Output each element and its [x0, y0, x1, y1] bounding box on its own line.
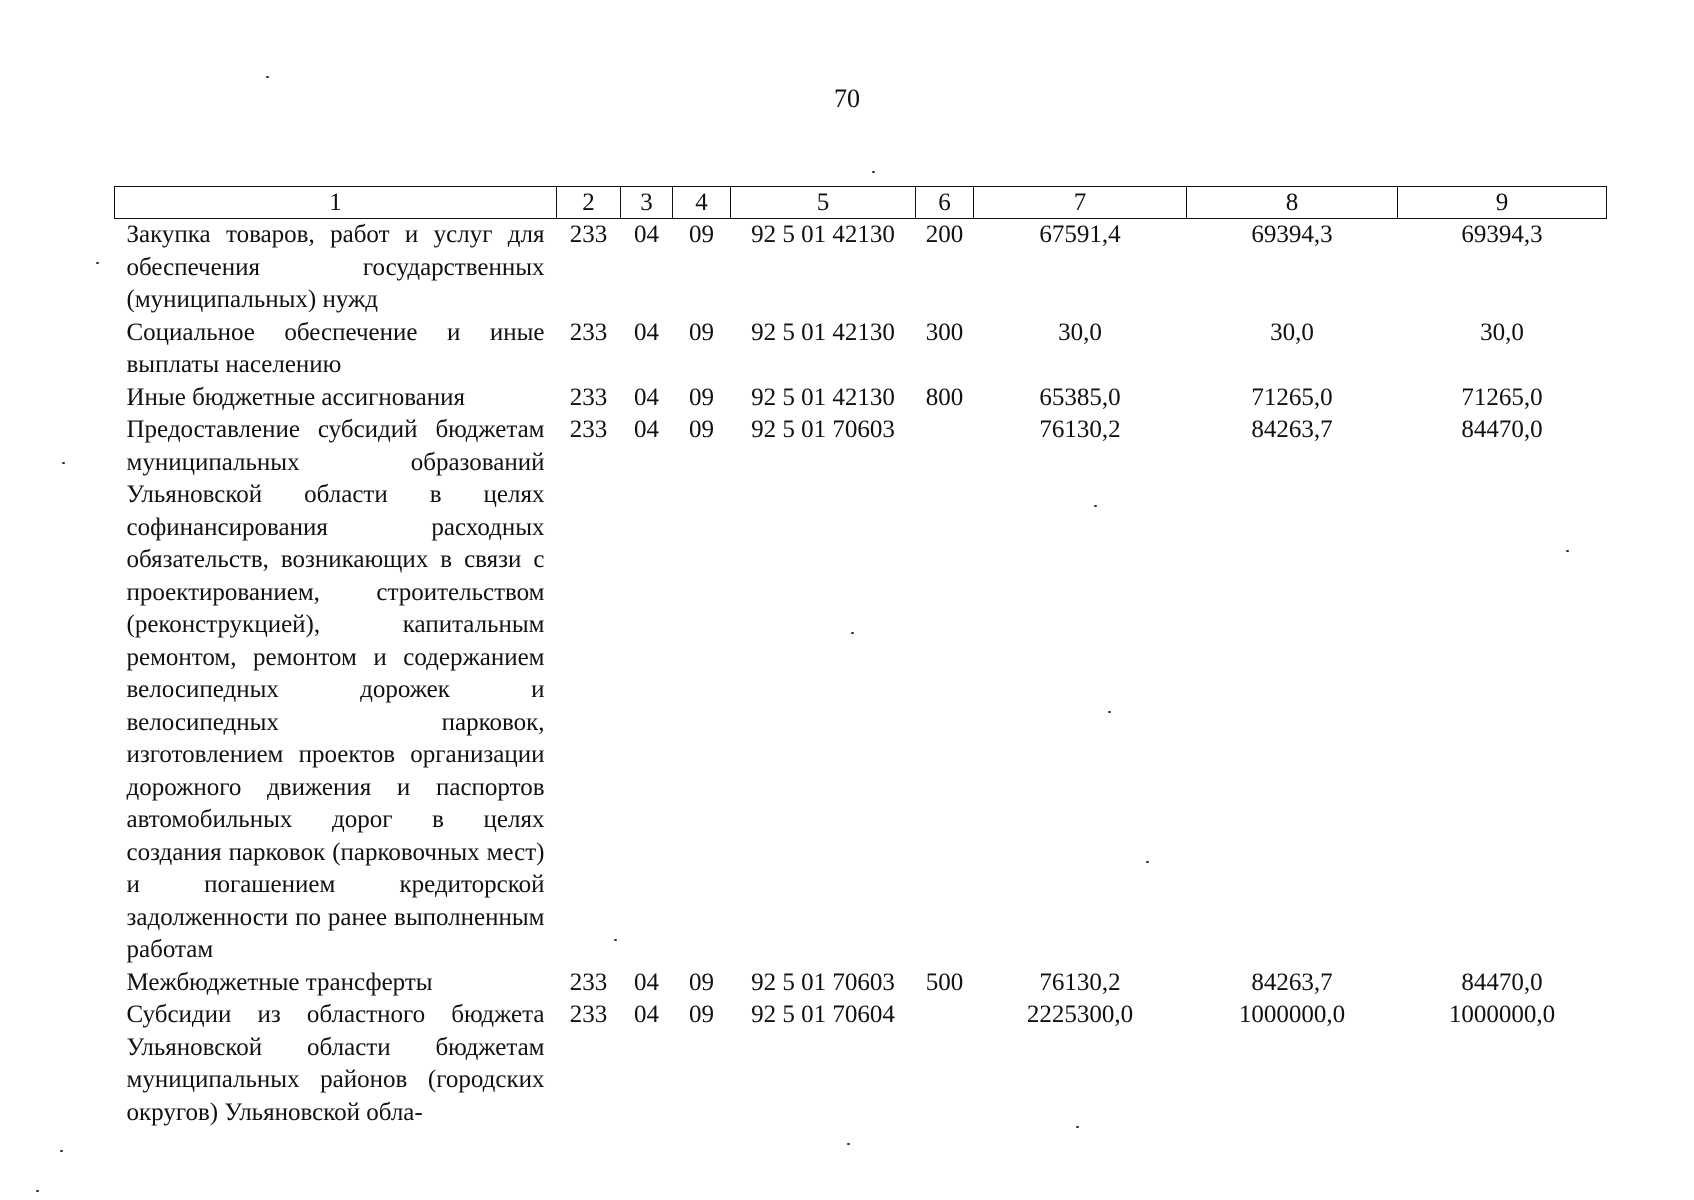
row-name: Межбюджетные трансферты: [126, 968, 433, 996]
scan-speck: [614, 939, 617, 941]
scan-speck: [62, 462, 65, 464]
header-col-6: 6: [916, 187, 974, 219]
scan-speck: [1108, 711, 1111, 713]
row-expense-type: 300: [925, 318, 964, 346]
row-ministry: 233: [569, 221, 608, 248]
row-sum-1: 76130,2: [1039, 968, 1121, 996]
scan-speck: [266, 76, 269, 78]
page-number: 70: [834, 84, 860, 113]
scan-speck: [872, 171, 875, 173]
row-target-item: 92 5 01 70604: [751, 1001, 895, 1028]
scan-speck: [1094, 505, 1097, 507]
scan-speck: [36, 1190, 39, 1192]
row-section: 04: [634, 968, 659, 996]
row-sum-2: 71265,0: [1251, 383, 1333, 411]
header-col-7: 7: [974, 187, 1187, 219]
row-expense-type: 200: [925, 221, 964, 248]
row-subsection: 09: [689, 416, 714, 443]
row-target-item: 92 5 01 42130: [751, 318, 895, 346]
row-expense-type: [916, 414, 974, 967]
row-sum-2: 84263,7: [1251, 968, 1333, 996]
row-expense-type: 800: [925, 383, 964, 411]
row-name: Социальное обеспечение и иные выплаты населению: [126, 318, 545, 378]
row-target-item: 92 5 01 42130: [751, 383, 895, 411]
table-row: [115, 999, 1607, 1129]
header-col-4: 4: [673, 187, 731, 219]
scan-speck: [1566, 550, 1569, 552]
table-row: [115, 382, 1607, 415]
row-subsection: 09: [689, 1001, 714, 1028]
table-row: [115, 414, 1607, 967]
row-ministry: 233: [569, 318, 608, 346]
row-name: Субсидии из областного бюджета Ульяновской области бюджетам муниципальных районов (городских округов) Ульяновской обла-: [126, 1001, 545, 1126]
row-subsection: 09: [689, 318, 714, 346]
row-ministry: 233: [569, 968, 608, 996]
table-row: [115, 967, 1607, 1000]
header-col-3: 3: [621, 187, 673, 219]
row-target-item: 92 5 01 42130: [751, 221, 895, 248]
row-target-item: 92 5 01 70603: [751, 416, 895, 443]
header-col-9: 9: [1398, 187, 1607, 219]
table-header: [115, 187, 1607, 219]
table-row: [115, 317, 1607, 382]
row-section: 04: [634, 221, 659, 248]
row-sum-3: 84470,0: [1461, 968, 1543, 996]
row-sum-3: 1000000,0: [1448, 1001, 1556, 1028]
row-section: 04: [634, 318, 659, 346]
row-sum-3: 84470,0: [1461, 416, 1543, 443]
scan-speck: [96, 262, 99, 264]
row-sum-2: 1000000,0: [1238, 1001, 1346, 1028]
table-body: [115, 219, 1607, 1130]
scan-speck: [847, 1143, 850, 1145]
row-expense-type: 500: [925, 968, 964, 996]
row-subsection: 09: [689, 221, 714, 248]
row-name: Иные бюджетные ассигнования: [126, 383, 466, 411]
row-section: 04: [634, 383, 659, 411]
header-col-5: 5: [731, 187, 916, 219]
row-name: Закупка товаров, работ и услуг для обеспечения государственных (муниципальных) нужд: [126, 221, 545, 313]
row-sum-2: 84263,7: [1251, 416, 1333, 443]
row-ministry: 233: [569, 1001, 608, 1028]
row-sum-2: 69394,3: [1251, 221, 1333, 248]
row-sum-3: 69394,3: [1461, 221, 1543, 248]
row-sum-1: 30,0: [1058, 318, 1102, 346]
row-sum-1: 2225300,0: [1026, 1001, 1134, 1028]
row-sum-1: 65385,0: [1039, 383, 1121, 411]
scan-speck: [60, 1150, 63, 1152]
row-section: 04: [634, 1001, 659, 1028]
row-section: 04: [634, 416, 659, 443]
scan-speck: [851, 632, 854, 634]
row-sum-1: 67591,4: [1039, 221, 1121, 248]
budget-table: [114, 186, 1607, 1129]
row-subsection: 09: [689, 968, 714, 996]
header-col-8: 8: [1187, 187, 1398, 219]
table-row: [115, 219, 1607, 317]
row-sum-3: 30,0: [1480, 318, 1524, 346]
header-col-1: 1: [115, 187, 557, 219]
row-expense-type: [916, 999, 974, 1129]
row-name: Предоставление субсидий бюджетам муниципальных образований Ульяновской области в целях софинансирования расходных обязательств, возникающих в связи с проектированием, строительством (реконструкцией), капитальным ремонтом, ремонтом и содержанием велосипедных дорожек и велосипедных парковок, изготовлением проектов организации дорожного движения и паспортов автомобильных дорог в целях создания парковок (парковочных мест) и погашением кредиторской задолженности по ранее выполненным работам: [126, 416, 545, 963]
row-sum-3: 71265,0: [1461, 383, 1543, 411]
row-sum-2: 30,0: [1270, 318, 1314, 346]
row-subsection: 09: [689, 383, 714, 411]
row-ministry: 233: [569, 383, 608, 411]
header-row: [115, 187, 1607, 219]
scan-speck: [1076, 1126, 1079, 1128]
row-ministry: 233: [569, 416, 608, 443]
row-sum-1: 76130,2: [1039, 416, 1121, 443]
row-target-item: 92 5 01 70603: [751, 968, 895, 996]
scan-speck: [1146, 861, 1149, 863]
header-col-2: 2: [557, 187, 621, 219]
